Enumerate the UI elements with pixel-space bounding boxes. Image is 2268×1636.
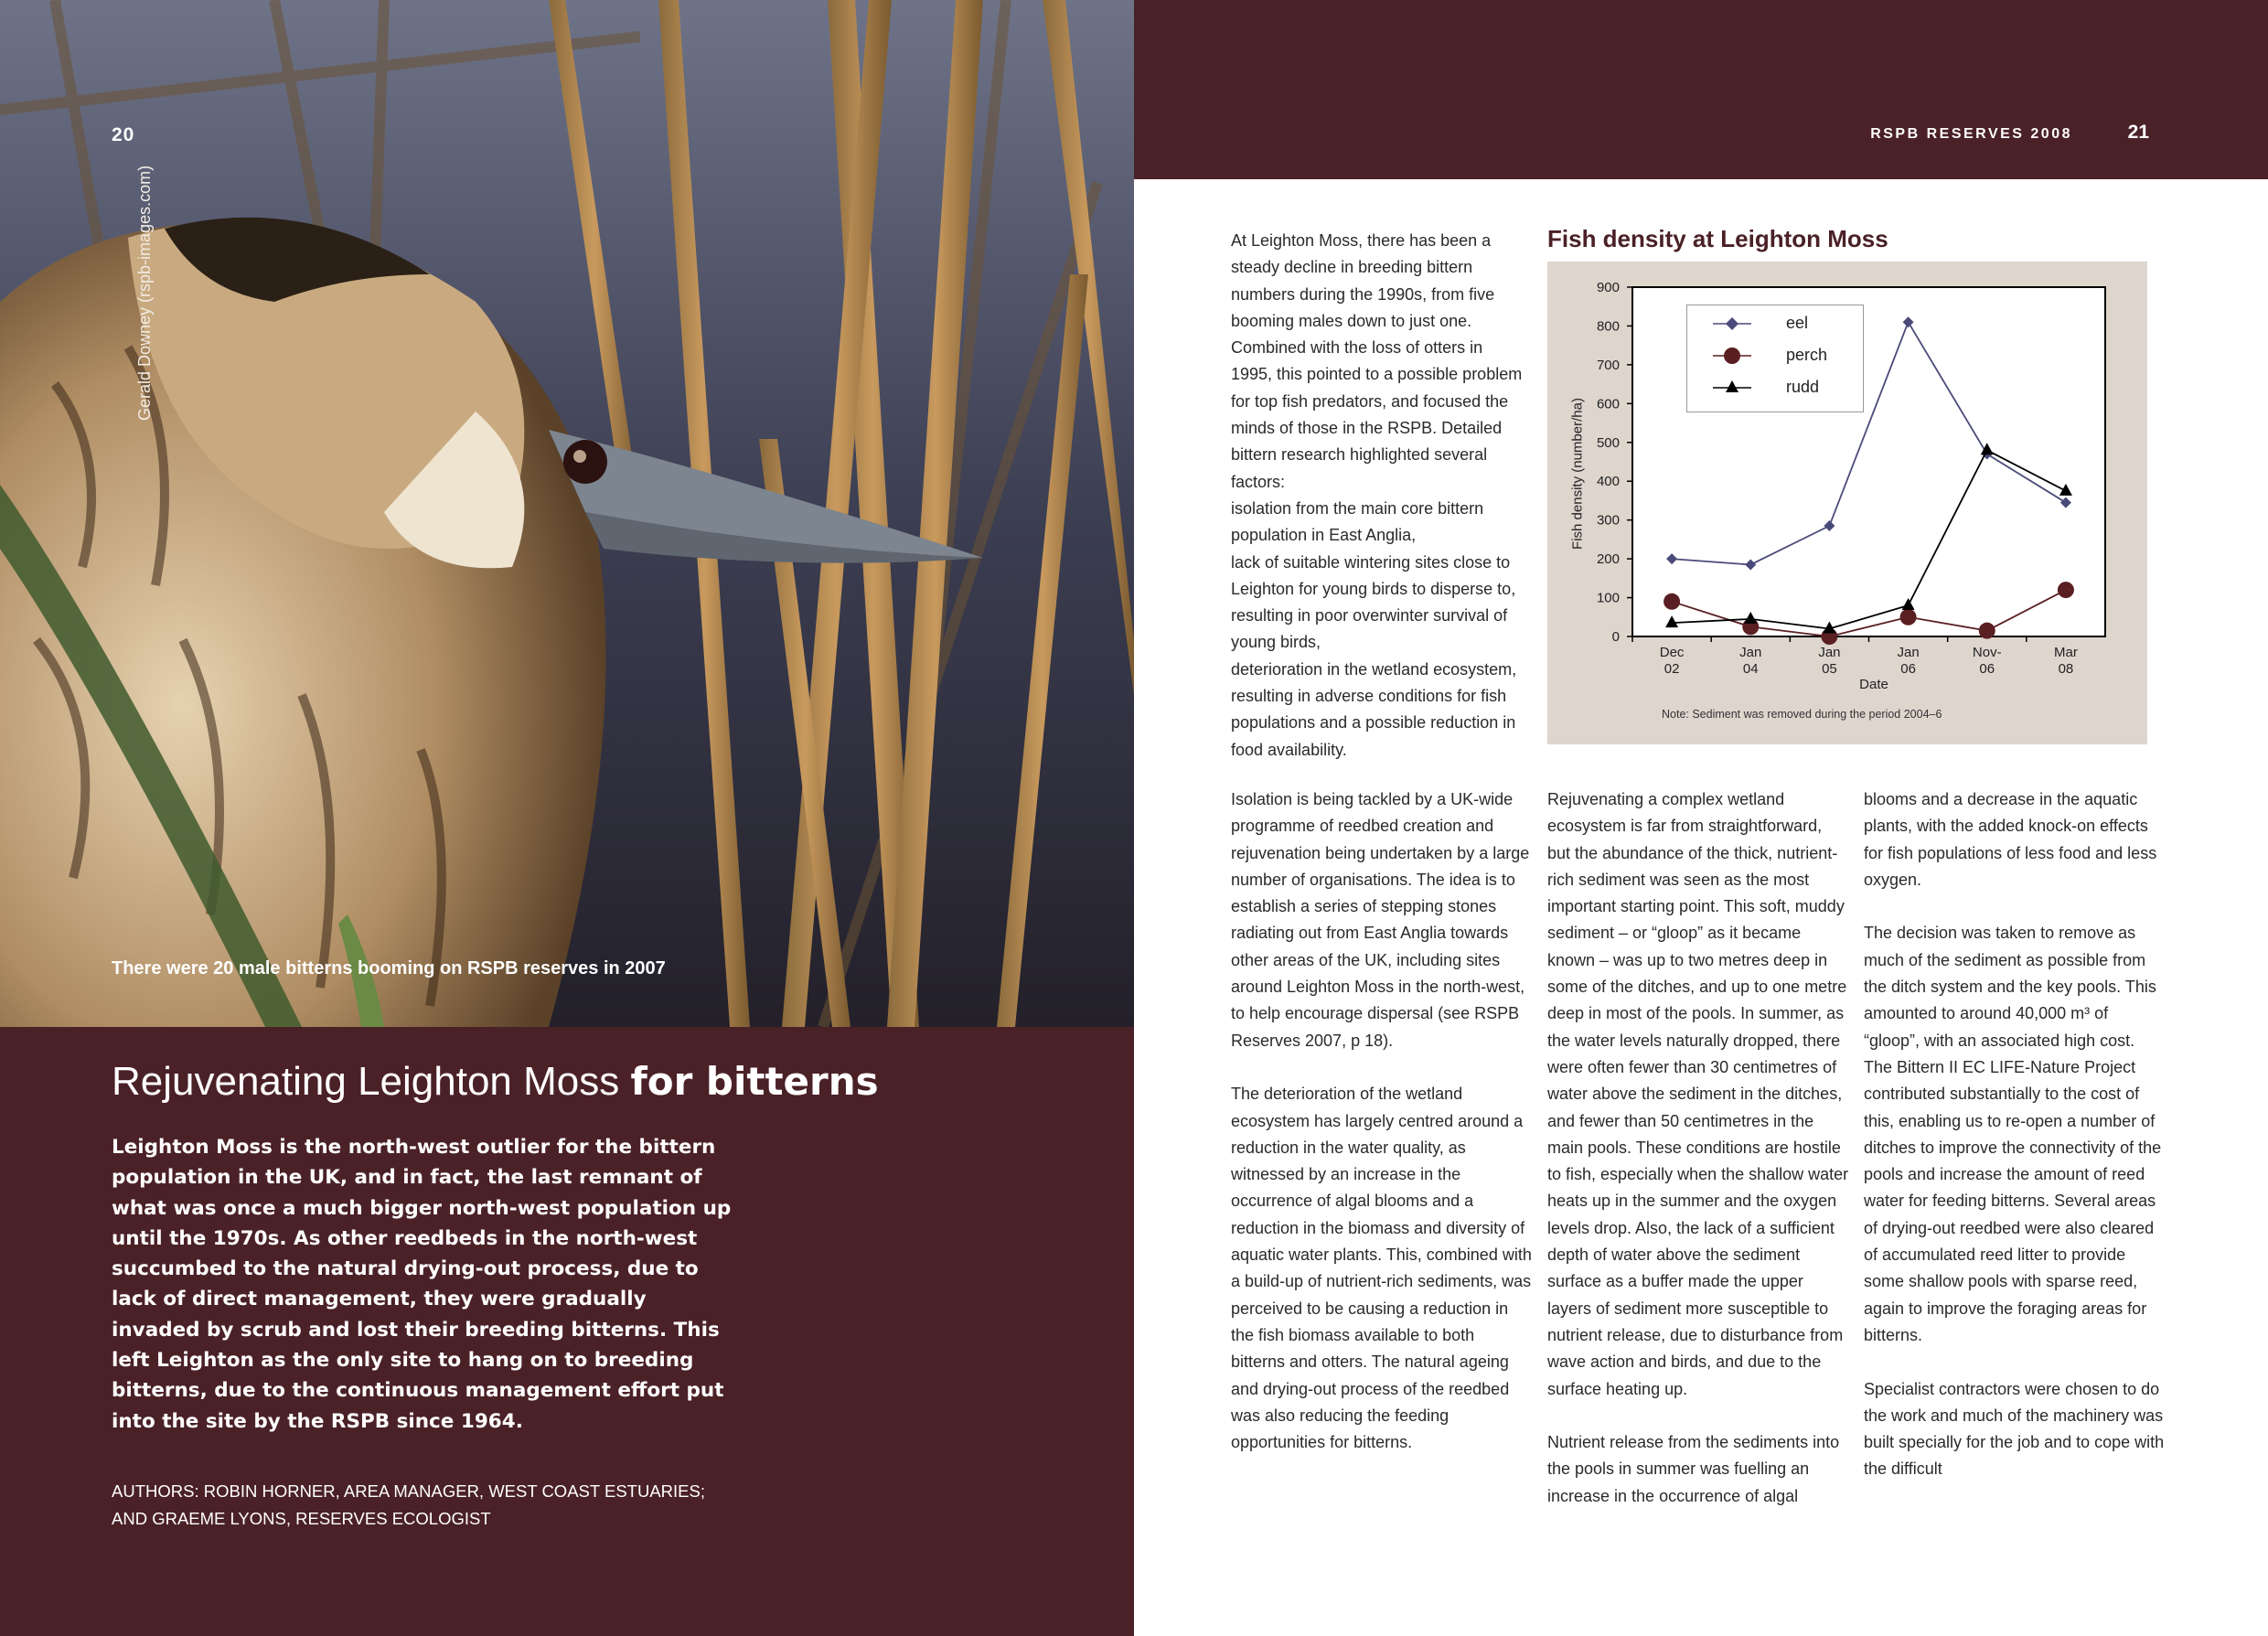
page-number-right: 21 (2127, 122, 2149, 143)
x-tick-label: 06 (1979, 661, 1995, 677)
body-paragraph: At Leighton Moss, there has been a steady decline in breeding bittern numbers during the 1990s, from five booming males down to just one. Combined with the loss of otters in 1995, this pointed to a possible problem for top fish predators, and focused the minds of those in the RSPB. Detailed bittern research highlighted several factors: (1231, 231, 1523, 491)
article-title-regular: Rejuvenating Leighton Moss (112, 1059, 631, 1104)
y-tick-label: 900 (1596, 280, 1620, 295)
y-tick-label: 700 (1596, 357, 1620, 373)
x-tick-label: Dec (1659, 645, 1685, 660)
body-paragraph: The deterioration of the wetland ecosystem has largely centred around a reduction in the water quality, as witnessed by an increase in the occurrence of algal blooms and a reduction in the biomass and diversity of aquatic water plants. This, combined with a build-up of nutrient-rich sediments, was perceived to be causing a reduction in the fish biomass available to both bitterns and otters. The natural ageing and drying-out process of the reedbed was also reducing the feeding opportunities for bitterns. (1231, 1085, 1532, 1452)
authors (112, 1478, 807, 1533)
y-tick-label: 600 (1596, 396, 1620, 412)
x-tick-label: Jan (1818, 645, 1841, 660)
y-axis-label: Fish density (number/ha) (1569, 398, 1586, 550)
fish-density-chart (1547, 262, 2147, 744)
factor-item: isolation from the main core bittern population in East Anglia, (1231, 498, 1484, 545)
authors-line-1: AUTHORS: ROBIN HORNER, AREA MANAGER, WEST COAST ESTUARIES; (112, 1481, 705, 1501)
x-tick-label: 04 (1742, 661, 1759, 677)
y-tick-label: 800 (1596, 318, 1620, 335)
y-tick-label: 300 (1596, 512, 1620, 529)
legend-label-perch: perch (1786, 346, 1828, 364)
body-paragraph: blooms and a decrease in the aquatic plants, with the added knock-on effects for fish populations of less food and less oxygen. (1864, 790, 2157, 889)
legend-label-rudd: rudd (1786, 378, 1820, 396)
legend-markers (1687, 305, 1863, 412)
legend-eel-marker (1726, 317, 1738, 330)
photo-credit: Gerald Downey (rspb-images.com) (135, 165, 154, 421)
column-b (1547, 786, 1849, 1536)
intro-paragraph: Leighton Moss is the north-west outlier for the bittern population in the UK, and in fact, the last remnant of what was once a much bigger north-west population up until the 1970s. As other reedbeds in the north-west succumbed to the natural drying-out process, due to lack of direct management, they were gradually invaded by scrub and lost their breeding bitterns. This left Leighton as the only site to hang on to breeding bitterns, due to the continuous management effort put into the site by the RSPB since 1964. (112, 1136, 732, 1433)
x-axis-label: Date (1859, 677, 1888, 692)
photo-caption: There were 20 male bitterns booming on RSPB reserves in 2007 (112, 958, 666, 978)
column-c (1864, 786, 2166, 1510)
x-tick-label: Jan (1739, 645, 1762, 660)
y-tick-label: 200 (1596, 551, 1620, 568)
x-tick-label: Nov- (1972, 645, 2002, 660)
body-paragraph: Nutrient release from the sediments into the pools in summer was fuelling an increase in the occurrence of algal (1547, 1433, 1840, 1505)
legend-label-eel: eel (1786, 314, 1809, 332)
page-number-left: 20 (112, 124, 135, 145)
x-tick-label: 08 (2058, 661, 2074, 677)
x-tick-label: 05 (1822, 661, 1837, 677)
x-tick-label: Jan (1897, 645, 1920, 660)
point-perch (1979, 623, 1995, 639)
column-a (1231, 786, 1533, 1483)
factor-item: deterioration in the wetland ecosystem, resulting in adverse conditions for fish populations and a possible reduction in food availability. (1231, 659, 1517, 759)
chart-legend (1686, 305, 1864, 412)
factor-item: lack of suitable wintering sites close to Leighton for young birds to disperse to, resulting in poor overwinter survival of young birds, (1231, 552, 1516, 652)
bittern-photo (0, 0, 1134, 1027)
x-tick-label: 02 (1664, 661, 1680, 677)
y-tick-label: 500 (1596, 434, 1620, 451)
legend-perch-marker (1724, 348, 1740, 364)
article-title-bold: for bitterns (630, 1059, 879, 1104)
article-title (112, 1059, 879, 1105)
body-paragraph: Specialist contractors were chosen to do the work and much of the machinery was built specially for the job and to cope with the difficult (1864, 1379, 2165, 1479)
legend-rudd-marker (1726, 380, 1738, 392)
running-head: RSPB RESERVES 2008 (1870, 126, 2072, 142)
y-tick-label: 400 (1596, 474, 1620, 490)
point-perch (1900, 609, 1917, 626)
chart-title: Fish density at Leighton Moss (1547, 225, 1888, 252)
x-tick-label: 06 (1900, 661, 1916, 677)
point-perch (1664, 593, 1680, 610)
column-a-top (1231, 228, 1524, 764)
right-page-header (1134, 0, 2268, 179)
point-perch (2058, 582, 2074, 598)
x-tick-label: Mar (2053, 645, 2078, 660)
y-tick-label: 100 (1596, 590, 1620, 606)
y-tick-label: 0 (1611, 629, 1620, 645)
authors-line-2: AND GRAEME LYONS, RESERVES ECOLOGIST (112, 1509, 491, 1528)
body-paragraph: The decision was taken to remove as much of the sediment as possible from the ditch system and the key pools. This amounted to around 40,000 m³ of “gloop”, with an associated high cost. The Bittern II EC LIFE-Nature Project contributed substantially to the cost of this, enabling us to re-open a number of ditches to improve the connectivity of the pools and increase the amount of reed water for feeding bitterns. Several areas of drying-out reedbed were also cleared of accumulated reed litter to provide some shallow pools with sparse reed, again to improve the foraging areas for bitterns. (1864, 924, 2162, 1344)
chart-note: Note: Sediment was removed during the period 2004–6 (1662, 708, 1942, 721)
bittern-illustration (0, 0, 1134, 1027)
body-paragraph: Rejuvenating a complex wetland ecosystem is far from straightforward, but the abundance of the thick, nutrient-rich sediment was seen as the most important starting point. This soft, muddy sediment – or “gloop” as it became known – was up to two metres deep in some of the ditches, and up to one metre deep in most of the pools. In summer, as the water levels naturally dropped, there were often fewer than 30 centimetres of water above the sediment in the ditches, and fewer than 50 centimetres in the main pools. These conditions are hostile to fish, especially when the shallow water heats up in the summer and the oxygen levels drop. Also, the lack of a sufficient depth of water above the sediment surface as a buffer made the upper layers of sediment more susceptible to nutrient release, due to disturbance from wave action and birds, and due to the surface heating up. (1547, 790, 1849, 1398)
body-paragraph: Isolation is being tackled by a UK-wide programme of reedbed creation and rejuvenation being undertaken by a large number of organisations. The idea is to establish a series of stepping stones radiating out from East Anglia towards other areas of the UK, including sites around Leighton Moss in the north-west, to help encourage dispersal (see RSPB Reserves 2007, p 18). (1231, 790, 1530, 1050)
